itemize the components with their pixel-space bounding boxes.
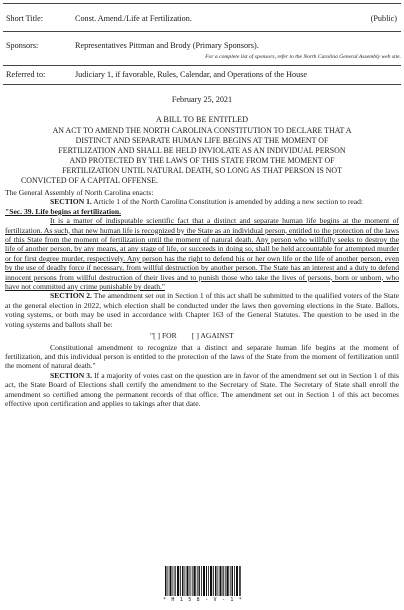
barcode-text: * H 1 5 8 - V - 1 * [163, 597, 243, 603]
rule-2 [3, 65, 401, 66]
section-3-text: If a majority of votes cast on the question are in favor of the amendment set out in Section 1 of this act, the State Board of Elections shall certify the amendment to the Secretary of State. The Secretary of State shall enroll the amendment so certified among the permanent records of that office. The amendment set out in Section 1 of this act becomes effective upon certification and applies to takings after that date. [5, 370, 399, 408]
act-title-line: AN ACT TO AMEND THE NORTH CAROLINA CONSTITUTION TO DECLARE THAT A [52, 126, 352, 135]
section-3 [5, 371, 399, 409]
section-2-text: The amendment set out in Section 1 of this act shall be submitted to the qualified voters of the State at the general election in 2022, which election shall be conducted under the laws then governing elections in the State. Ballots, voting systems, or both may be used in accordance with Chapter 163 of the General Statutes. The question to be used in the voting systems and ballots shall be: [5, 291, 399, 329]
section-2 [5, 291, 399, 329]
new-section-text: It is a matter of indisputable scientific fact that a distinct and separate human life begins at the moment of fertilization. As such, that new human life is recognized by the State as an individual person, entitled to the protection of the laws of this State from the moment of fertilization until the moment of natural death. Any person who willfully seeks to destroy the life of another person, by any means, at any stage of life, or succeeds in doing so, shall be held accountable for attempted murder or for first degree murder, respectively. Any person has the right to defend his or her own life or the life of another person, even by the use of deadly force if necessary, from willful destruction by another person. The State has an interest and a duty to defend innocent persons from willful destruction of their lives and to punish those who take the lives of persons, born or unborn, who have not committed any crime punishable by death." [5, 216, 399, 292]
barcode [165, 566, 241, 596]
ballot-question: Constitutional amendment to recognize that a distinct and separate human life begins at the moment of fertilization, and this individual person is entitled to the protection of the laws of the State from the moment of fertilization until the moment of natural death." [5, 342, 399, 371]
rule-3 [3, 84, 401, 85]
section-1-text: Article 1 of the North Carolina Constitution is amended by adding a new section to read: [93, 197, 363, 207]
section-1 [5, 197, 399, 206]
section-2-heading: SECTION 2. [50, 291, 92, 301]
sponsors-label: Sponsors: [6, 41, 39, 50]
short-title-label: Short Title: [6, 14, 44, 23]
act-title-line: FERTILIZATION UNTIL NATURAL DEATH, SO LONG AS THAT PERSON IS NOT [62, 166, 342, 176]
rule-1 [3, 31, 401, 32]
referred-value: Judiciary 1, if favorable, Rules, Calendar, and Operations of the House [75, 70, 308, 79]
new-section-heading: "Sec. 39. Life begins at fertilization. [5, 206, 121, 216]
act-title [5, 126, 399, 187]
sponsors-note: For a complete list of sponsors, refer to the North Carolina General Assembly web site. [205, 54, 401, 60]
bill-body [5, 188, 399, 408]
referred-label: Referred to: [6, 70, 46, 79]
sponsors-value: Representatives Pittman and Brody (Primary Sponsors). [75, 41, 259, 50]
short-title-value: Const. Amend./Life at Fertilization. [75, 14, 192, 23]
bill-heading: A BILL TO BE ENTITLED [155, 115, 249, 124]
filing-date: February 25, 2021 [171, 95, 233, 104]
enacting-clause: The General Assembly of North Carolina enacts: [5, 188, 154, 197]
top-rule [3, 3, 401, 4]
act-title-line: FERTILIZATION AND SHALL BE HELD INVIOLATE AS AN INDIVIDUAL PERSON [58, 146, 346, 156]
section-3-heading: SECTION 3. [50, 370, 92, 380]
ballot-options: "[ ] FOR [ ] AGAINST [150, 331, 234, 341]
act-title-line: CONVICTED OF A CAPITAL OFFENSE. [21, 176, 158, 186]
section-1-heading: SECTION 1. [50, 197, 92, 207]
act-title-line: DISTINCT AND SEPARATE HUMAN LIFE BEGINS AT THE MOMENT OF [75, 136, 329, 146]
bill-status: (Public) [370, 14, 397, 23]
act-title-line: AND PROTECTED BY THE LAWS OF THIS STATE FROM THE MOMENT OF [69, 156, 335, 166]
